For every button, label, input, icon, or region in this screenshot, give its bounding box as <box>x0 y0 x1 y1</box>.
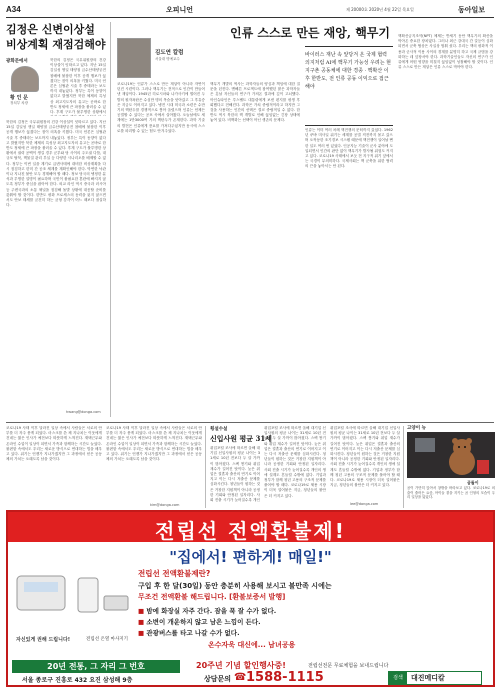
main-body-left: 코로나19는 인류가 스스로 만든 재앙이 아니라 자연이 던진 시련이다. 그러나 핵무기는 전적으로 인간이 만들어낸 재앙이다. 1945년 히로시마와 나가사키에 떨어진 두 발의 원자폭탄은 수십만 명의 목숨을 앗아갔고 그 후유증은 지금도 이어지고 있다. 냉전 시대 미국과 소련은 수만 기의 핵탄두를 경쟁적으로 쌓아 올렸으며 인류는 언제든 공멸할 수 있다는 공포 속에서 살아왔다. 오늘날에도 세계에는 1만3000여 기의 핵탄두가 존재한다. 과학 기술의 발전은 인류에게 풍요를 가져다주었지만 동시에 스스로를 파괴할 수 있는 힘도 안겨주었다. <box>117 82 205 133</box>
author-title: 정치부 차장 <box>10 101 29 105</box>
ad-check-2: ■ 소변이 개운하지 않고 남은 느낌이 든다. <box>138 618 261 626</box>
bottom-mid-body-1: 취업포털 조사에 따르면 올해 대기업 신입사원의 평균 나이는 31세로 10년 전보다 두 살 가까이 많아졌다. 스펙 쌓기와 취업 재수가 길어진 탓이다. 늦은 취업은 결혼과 출산의 연기로 이어지고 이는 다시 저출산 문제를 심화시킨다. 청년들이 원하는 것은 거창한 지원책이 아니라 공정한 기회와 안정된 일자리다. 사회 진출 시기가 늦어질수록 개인 <box>210 446 260 502</box>
page-number: A34 <box>6 5 21 14</box>
search-label: 검색 <box>389 672 407 684</box>
col1-divider <box>110 22 111 417</box>
years-banner-text: 20년 전통, 그 자리 그 번호 <box>47 662 145 671</box>
ad-slogan: 온수자욱 대신에... 남녀공용 <box>208 641 296 649</box>
ad-title-bar <box>8 512 493 542</box>
bear-illustration <box>407 432 495 478</box>
massager-device-image <box>12 568 138 634</box>
columnist-photo <box>117 38 151 78</box>
bottom-left-body: 코로나19 사태 이후 달라진 일상 속에서 사람들은 서로의 안부를 더 자주 묻게 되었다. 마스크를 쓴 채 지나치는 이웃에게 건네는 짧은 인사가 예전보다 따뜻하게 느껴진다. 재택근무와 온라인 수업이 일상이 되면서 가족과 함께하는 시간도 늘었다. 불편함 속에서도 우리는 새로운 방식으로 연대하는 법을 배우고 있다. 위기는 언젠가 지나가겠지만 그 과정에서 얻은 공동체의 가치는 오래도록 남을 것이다. <box>6 426 102 462</box>
section-title: 오피니언 <box>166 6 194 14</box>
header-rule <box>6 17 494 18</box>
device-caption-2: 전립선 온열 마사지기 <box>86 637 128 642</box>
main-body-mid: 핵무기 개발의 역사는 과학자들의 양심과 책임에 대한 질문을 던진다. 맨해튼 프로젝트에 참여했던 많은 과학자들은 훗날 자신들의 연구가 가져온 결과에 깊이 고뇌했다. 아인슈타인은 루스벨트 대통령에게 보낸 편지를 평생 후회했다고 전해진다. 과학은 가치 중립적이라고 하지만 그것을 사용하는 인간의 선택은 결코 중립적일 수 없다. 한반도 역시 북한의 핵 개발로 인해 끊임없는 긴장 상태에 놓여 있다. 비핵화는 선택이 아닌 생존의 문제다. <box>210 82 300 123</box>
bottom-mid-email: lee@donga.com <box>350 502 379 506</box>
phone-number: 1588-1115 <box>246 670 324 685</box>
cartoon-caption: 곰이 가만히 앉아서 창밖을 바라보고 있다. 코로나19로 외출이 줄어든 요즘, 아이들 곁을 지키는 곰 인형의 모습이 우리 일상을 닮았다. <box>407 486 495 500</box>
device-caption-1: 자신있게 권해 드립니다! <box>16 637 71 643</box>
main-body-right-1: 인류는 이미 여러 차례 핵전쟁의 문턱까지 갔었다. 1962년 쿠바 미사일 위기는 세계를 공멸 직전까지 몰고 갔으며 오작동한 조기경보 시스템 때문에 핵전쟁이 일어날 뻔한 일도 여러 번 있었다. 인공지능 기술이 군사 분야에 도입되면서 인간의 판단 없이 핵무기가 발사될 위험도 커지고 있다. 코로나19 사태에서 보듯 전 지구적 위기 앞에서는 국경이 무의미하다. 국제사회는 핵 군축을 위한 협력의 끈을 놓아서는 안 된다. <box>305 128 393 169</box>
cartoon-title: 곰돌이 <box>467 480 479 485</box>
ad-check-1: ■ 밤에 화장실 자주 간다. 잠을 푹 잘 수가 없다. <box>138 607 277 615</box>
ad-desc-2: 무조건 전액환불 해드립니다. [환불보증서 발행] <box>138 593 286 601</box>
main-body-right-2: 핵확산금지조약(NPT) 체제는 반세기 동안 핵무기의 확산을 막아온 중요한 장치였다. 그러나 최근 강대국 간 갈등이 심화되면서 군축 협상은 사실상 멈춰 섰다. 우리는 핵의 평화적 이용과 군사적 이용 사이의 경계를 분명히 하고 국제 규범을 강화하는 데 앞장서야 한다. 과학기술인들도 자신의 연구가 인류에게 어떤 영향을 미칠지 끊임없이 성찰해야 할 것이다. 인류 스스로 만든 재앙은 인류 스스로 막아야 한다. <box>398 34 493 70</box>
bottom-mid-tag: 횡설수설 <box>210 427 228 432</box>
search-box[interactable] <box>388 671 482 685</box>
left-email: hwang@donga.com <box>66 410 101 414</box>
check-icon: ■ <box>138 607 147 615</box>
phone-icon: ☎ <box>234 672 247 683</box>
store-note: 전립선전문 무료체험을 보내드립니다 <box>308 663 389 669</box>
bottom-mid-headline: 신입사원 평균 31세 <box>210 434 272 443</box>
bottom-left-email: kim@donga.com <box>150 503 180 507</box>
bottom-mid-body-2: 취업포털 조사에 따르면 올해 대기업 신입사원의 평균 나이는 31세로 10년 전보다 두 살 가까이 많아졌다. 스펙 쌓기와 취업 재수가 길어진 탓이다. 늦은 취업은 결혼과 출산의 연기로 이어지고 이는 다시 저출산 문제를 심화시킨다. 청년들이 원하는 것은 거창한 지원책이 아니라 공정한 기회와 안정된 일자리다. 사회 진출 시기가 늦어질수록 개인의 생애 설계도 흔들릴 수밖에 없다. 기업과 정부가 함께 청년 고용의 구조적 문제를 풀어야 할 때다. 코로나19로 채용 시장이 더욱 얼어붙은 지금, 청년들의 불안은 더 커지고 있다. <box>264 426 326 498</box>
bottom-mid-body-3: 취업포털 조사에 따르면 올해 대기업 신입사원의 평균 나이는 31세로 10년 전보다 두 살 가까이 많아졌다. 스펙 쌓기와 취업 재수가 길어진 탓이다. 늦은 취업은 결혼과 출산의 연기로 이어지고 이는 다시 저출산 문제를 심화시킨다. 청년들이 원하는 것은 거창한 지원책이 아니라 공정한 기회와 안정된 일자리다. 사회 진출 시기가 늦어질수록 개인의 생애 설계도 흔들릴 수밖에 없다. 기업과 정부가 함께 청년 고용의 구조적 문제를 풀어야 할 때다. 코로나19로 채용 시장이 더욱 얼어붙은 지금, 청년들의 불안은 더 커지고 있다. <box>330 426 400 488</box>
left-headline-2: 비상계획 재점검해야 <box>6 38 106 51</box>
check-icon: ■ <box>138 618 147 626</box>
issue-info: 제 20000호 2020년 4월 22일 목요일 <box>346 7 414 12</box>
left-body: 북한의 김정은 국무위원장의 건강 이상설이 잇따르고 있다. 지난 15일 김일성 생일 태양절 금수산태양궁전 참배에 불참한 이후 공개 행보가 끊겼다는 점이 의혹을 키웠다. 미국 언론은 심혈관 시술 후 중태라는 보도까지 내놓았다. 정부는 특이 동향이 없다고 밝혔지만 북한 체제의 특성상 최고지도자의 유고는 곧바로 한반도 정세에 큰 파장을 불러올 수 있다. 후계 구도가 불투명한 상황에서 권력 공백이 생길 경우 군부와 당 사이의 주도권 다툼, 대규모 탈북, 핵물질 관리 부실 등 다양한 시나리오를 배제할 수 없다. 정부는 이번 일을 계기로 급변사태에 대비한 비상계획을 다시 점검하고 한미 간 공조 체계를 재확인해야 한다. 막연한 낙관이나 지나친 불안 모두 경계해야 할 때다. 정보 당국의 냉정한 분석과 투명한 설명이 필요하며 국민이 불필요한 혼란에 빠지지 않도록 정부가 중심을 잡아야 한다. 외교 라인 역시 중국과 러시아 등 주변국과의 소통 채널을 점검해 돌발 상황에 대응할 준비를 갖춰야 할 것이다. 한반도 평화 프로세스의 동력을 잃지 않으면서도 안보 태세를 굳건히 하는 균형 감각이 어느 때보다 절실하다. <box>6 120 106 208</box>
advertisement[interactable] <box>6 510 495 687</box>
middle-rule <box>6 422 494 423</box>
device-panel <box>12 568 138 660</box>
bottom-left-body-2: 코로나19 사태 이후 달라진 일상 속에서 사람들은 서로의 안부를 더 자주 묻게 되었다. 마스크를 쓴 채 지나치는 이웃에게 건네는 짧은 인사가 예전보다 따뜻하게 느껴진다. 재택근무와 온라인 수업이 일상이 되면서 가족과 함께하는 시간도 늘었다. 불편함 속에서도 우리는 새로운 방식으로 연대하는 법을 배우고 있다. 위기는 언젠가 지나가겠지만 그 과정에서 얻은 공동체의 가치는 오래도록 남을 것이다. <box>106 426 202 462</box>
columnist-title: 서울대 명예교수 <box>155 57 180 61</box>
ad-details <box>138 568 488 650</box>
ad-check-3: ■ 관광버스를 타고 나갈 수가 없다. <box>138 629 240 637</box>
left-headline-1: 김정은 신변이상설 <box>6 23 95 36</box>
main-article <box>115 22 495 422</box>
anniv-text: 20주년 기념 할인행사중! <box>196 661 286 670</box>
paper-name: 동아일보 <box>458 6 486 14</box>
left-body-top: 북한의 김정은 국무위원장의 건강 이상설이 잇따르고 있다. 지난 15일 김일성 생일 태양절 금수산태양궁전 참배에 불참한 이후 공개 행보가 끊겼다는 점이 의혹을 키웠다. 미국 언론은 심혈관 시술 후 중태라는 보도까지 내놓았다. 정부는 특이 동향이 없다고 밝혔지만 북한 체제의 특성상 최고지도자의 유고는 곧바로 한반도 정세에 큰 파장을 불러올 수 있다. 후계 구도가 불투명한 상황에서 <box>50 58 106 115</box>
phone-label: 상담문의 <box>204 675 232 683</box>
author-name: 황 인 문 <box>10 95 28 101</box>
ad-desc-1: 구입 후 한 달(30일) 동안 충분히 사용해 보시고 불만족 시에는 <box>138 582 332 590</box>
main-headline: 인류 스스로 만든 재앙, 핵무기 <box>230 26 390 40</box>
left-column <box>6 22 106 422</box>
byline-tag: 광화문에서 <box>6 59 28 64</box>
pull-quote <box>305 46 393 126</box>
ad-title: 전립선 전액환불제! <box>155 519 346 543</box>
ad-subtitle: "집에서! 편하게! 매일!" <box>169 548 332 566</box>
cartoon-tag: 고양이 뉴 <box>407 426 426 431</box>
check-icon: ■ <box>138 629 147 637</box>
author-box <box>6 58 46 108</box>
bottom-divider-2 <box>403 426 404 508</box>
columnist-name: 김도연 칼럼 <box>155 50 184 56</box>
author-photo <box>11 66 39 92</box>
cartoon-box <box>407 424 495 508</box>
page-header <box>6 4 494 16</box>
ad-address: 서울 종로구 진흥로 432 요진 삼성해 9층 <box>22 677 133 684</box>
years-banner <box>12 660 180 673</box>
bottom-divider-1 <box>205 426 206 508</box>
bottom-mid-article <box>210 424 400 508</box>
pull-quote-text: 바이러스 재난 속 앞당겨 온 국제 협력 의지처럼 AI에 핵무기 가능성 우려는 현 지구촌 공동체에 대한 경종 · 핵확산 이후 한반도, 전 인류 공동 이익으로 접근해야 <box>305 52 391 90</box>
ad-question: 전립선 전액환불제란? <box>138 569 211 578</box>
search-value: 대진메디칼 <box>411 674 445 682</box>
cartoon-image <box>407 432 495 478</box>
